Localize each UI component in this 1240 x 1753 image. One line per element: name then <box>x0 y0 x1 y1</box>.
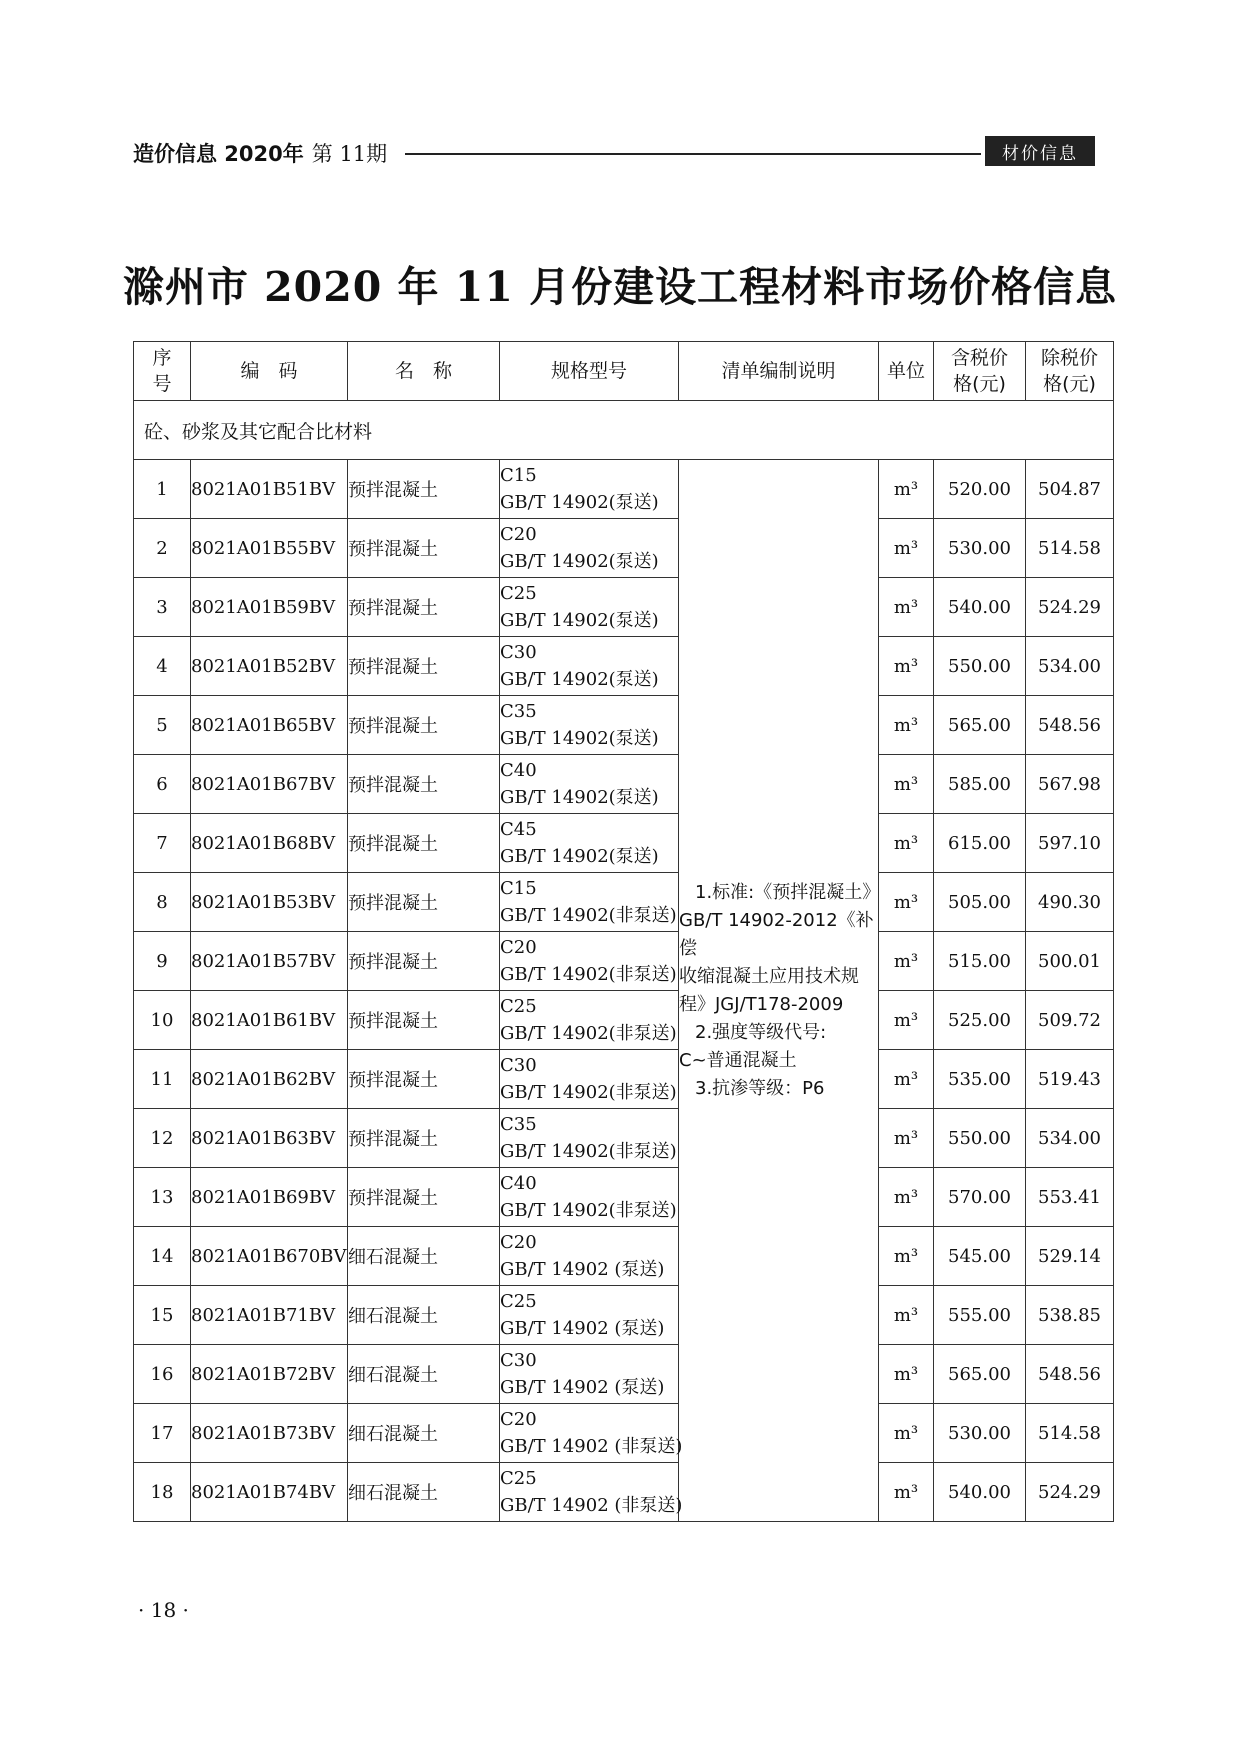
row-unit: m³ <box>879 755 934 814</box>
row-price-incl-tax: 540.00 <box>934 1463 1026 1522</box>
row-price-incl-tax: 550.00 <box>934 1109 1026 1168</box>
row-code: 8021A01B61BV <box>191 991 348 1050</box>
row-spec2: GB/T 14902 (泵送) <box>500 1377 665 1398</box>
row-number: 17 <box>134 1404 191 1463</box>
row-unit: m³ <box>879 519 934 578</box>
table-row <box>134 991 1114 1050</box>
table-row <box>134 1286 1114 1345</box>
table-row <box>134 1109 1114 1168</box>
row-spec2: GB/T 14902(泵送) <box>500 728 659 749</box>
row-code: 8021A01B74BV <box>191 1463 348 1522</box>
row-code: 8021A01B72BV <box>191 1345 348 1404</box>
row-name: 细石混凝土 <box>348 1286 500 1345</box>
col-header-no-line2: 号 <box>152 373 172 395</box>
row-price-excl-tax: 514.58 <box>1026 519 1114 578</box>
row-unit: m³ <box>879 1227 934 1286</box>
row-code: 8021A01B63BV <box>191 1109 348 1168</box>
description-line: 1.标准:《预拌混凝土》 <box>695 881 881 903</box>
col-header-exc <box>1026 342 1114 401</box>
row-spec <box>500 578 679 637</box>
row-number: 14 <box>134 1227 191 1286</box>
row-unit: m³ <box>879 460 934 519</box>
table-header-row <box>134 342 1114 401</box>
row-spec2: GB/T 14902(非泵送) <box>500 1023 677 1044</box>
row-unit: m³ <box>879 637 934 696</box>
row-number: 2 <box>134 519 191 578</box>
row-spec2: GB/T 14902 (非泵送) <box>500 1436 683 1457</box>
row-spec <box>500 814 679 873</box>
row-price-incl-tax: 505.00 <box>934 873 1026 932</box>
row-price-incl-tax: 570.00 <box>934 1168 1026 1227</box>
col-header-inc <box>934 342 1026 401</box>
row-spec2: GB/T 14902 (泵送) <box>500 1259 665 1280</box>
row-price-incl-tax: 540.00 <box>934 578 1026 637</box>
header-issue: 第 11期 <box>311 142 388 166</box>
row-name: 预拌混凝土 <box>348 755 500 814</box>
row-name: 细石混凝土 <box>348 1463 500 1522</box>
section-row <box>134 401 1114 460</box>
description-line: C~普通混凝土 <box>679 1049 797 1071</box>
row-name: 预拌混凝土 <box>348 991 500 1050</box>
row-price-incl-tax: 565.00 <box>934 696 1026 755</box>
row-price-excl-tax: 509.72 <box>1026 991 1114 1050</box>
row-spec2: GB/T 14902(泵送) <box>500 787 659 808</box>
listing-description <box>679 460 879 1522</box>
row-price-incl-tax: 585.00 <box>934 755 1026 814</box>
col-header-exc-line1: 除税价 <box>1040 347 1098 369</box>
col-header-code: 编 码 <box>191 342 348 401</box>
row-spec <box>500 1286 679 1345</box>
row-price-incl-tax: 545.00 <box>934 1227 1026 1286</box>
row-spec <box>500 1463 683 1522</box>
row-spec1: C20 <box>500 1409 537 1430</box>
description-line: 程》JGJ/T178-2009 <box>679 993 844 1015</box>
row-spec1: C15 <box>500 465 537 486</box>
row-name: 预拌混凝土 <box>348 873 500 932</box>
row-price-excl-tax: 548.56 <box>1026 696 1114 755</box>
row-price-excl-tax: 519.43 <box>1026 1050 1114 1109</box>
row-spec <box>500 1050 679 1109</box>
row-price-excl-tax: 529.14 <box>1026 1227 1114 1286</box>
row-code: 8021A01B73BV <box>191 1404 348 1463</box>
description-line: GB/T 14902-2012《补偿 <box>679 909 874 959</box>
table-row <box>134 932 1114 991</box>
row-price-incl-tax: 565.00 <box>934 1345 1026 1404</box>
table-row <box>134 814 1114 873</box>
row-unit: m³ <box>879 1345 934 1404</box>
row-name: 预拌混凝土 <box>348 1109 500 1168</box>
row-number: 16 <box>134 1345 191 1404</box>
row-spec <box>500 1345 679 1404</box>
header-left <box>133 138 387 168</box>
row-spec2: GB/T 14902(非泵送) <box>500 1200 677 1221</box>
row-spec <box>500 1109 679 1168</box>
row-name: 预拌混凝土 <box>348 637 500 696</box>
row-price-excl-tax: 567.98 <box>1026 755 1114 814</box>
row-unit: m³ <box>879 1109 934 1168</box>
row-spec1: C30 <box>500 1350 537 1371</box>
description-line: 收缩混凝土应用技术规 <box>679 965 859 987</box>
row-spec2: GB/T 14902(非泵送) <box>500 1141 677 1162</box>
section-label: 砼、砂浆及其它配合比材料 <box>134 401 1114 460</box>
row-spec <box>500 696 679 755</box>
price-table <box>133 341 1114 1522</box>
row-price-excl-tax: 538.85 <box>1026 1286 1114 1345</box>
row-unit: m³ <box>879 932 934 991</box>
row-spec1: C30 <box>500 642 537 663</box>
table-row <box>134 1050 1114 1109</box>
row-spec1: C35 <box>500 701 537 722</box>
row-unit: m³ <box>879 1168 934 1227</box>
row-spec2: GB/T 14902(非泵送) <box>500 964 677 985</box>
row-spec1: C20 <box>500 937 537 958</box>
row-unit: m³ <box>879 1404 934 1463</box>
row-price-incl-tax: 515.00 <box>934 932 1026 991</box>
row-name: 预拌混凝土 <box>348 519 500 578</box>
row-unit: m³ <box>879 991 934 1050</box>
row-spec <box>500 991 679 1050</box>
row-number: 1 <box>134 460 191 519</box>
row-code: 8021A01B71BV <box>191 1286 348 1345</box>
row-price-incl-tax: 525.00 <box>934 991 1026 1050</box>
row-code: 8021A01B69BV <box>191 1168 348 1227</box>
table-row <box>134 519 1114 578</box>
description-line: 2.强度等级代号: <box>695 1021 827 1043</box>
row-unit: m³ <box>879 873 934 932</box>
row-spec1: C25 <box>500 1291 537 1312</box>
row-price-incl-tax: 530.00 <box>934 519 1026 578</box>
row-price-excl-tax: 504.87 <box>1026 460 1114 519</box>
table-row <box>134 578 1114 637</box>
row-code: 8021A01B55BV <box>191 519 348 578</box>
row-number: 18 <box>134 1463 191 1522</box>
row-spec1: C35 <box>500 1114 537 1135</box>
table-row <box>134 755 1114 814</box>
col-header-inc-line1: 含税价 <box>950 347 1008 369</box>
row-number: 12 <box>134 1109 191 1168</box>
row-spec1: C40 <box>500 1173 537 1194</box>
row-code: 8021A01B65BV <box>191 696 348 755</box>
table-row <box>134 696 1114 755</box>
row-name: 预拌混凝土 <box>348 814 500 873</box>
row-number: 6 <box>134 755 191 814</box>
row-price-excl-tax: 524.29 <box>1026 1463 1114 1522</box>
row-price-incl-tax: 535.00 <box>934 1050 1026 1109</box>
row-number: 5 <box>134 696 191 755</box>
row-spec <box>500 1404 683 1463</box>
row-spec2: GB/T 14902(泵送) <box>500 610 659 631</box>
table-row <box>134 637 1114 696</box>
col-header-inc-line2: 格(元) <box>953 373 1006 395</box>
table-row <box>134 460 1114 519</box>
row-number: 8 <box>134 873 191 932</box>
row-number: 3 <box>134 578 191 637</box>
row-price-incl-tax: 520.00 <box>934 460 1026 519</box>
row-price-excl-tax: 553.41 <box>1026 1168 1114 1227</box>
row-price-excl-tax: 500.01 <box>1026 932 1114 991</box>
row-spec1: C30 <box>500 1055 537 1076</box>
row-unit: m³ <box>879 578 934 637</box>
row-unit: m³ <box>879 696 934 755</box>
row-code: 8021A01B67BV <box>191 755 348 814</box>
row-price-excl-tax: 514.58 <box>1026 1404 1114 1463</box>
row-name: 预拌混凝土 <box>348 932 500 991</box>
row-code: 8021A01B62BV <box>191 1050 348 1109</box>
row-spec2: GB/T 14902(泵送) <box>500 846 659 867</box>
table-row <box>134 1463 1114 1522</box>
col-header-unit: 单位 <box>879 342 934 401</box>
row-spec <box>500 873 679 932</box>
row-spec <box>500 637 679 696</box>
row-price-excl-tax: 597.10 <box>1026 814 1114 873</box>
table-row <box>134 1227 1114 1286</box>
header-rule <box>405 153 981 155</box>
row-unit: m³ <box>879 814 934 873</box>
row-price-excl-tax: 548.56 <box>1026 1345 1114 1404</box>
row-code: 8021A01B52BV <box>191 637 348 696</box>
row-spec <box>500 460 679 519</box>
row-spec1: C25 <box>500 1468 537 1489</box>
row-name: 预拌混凝土 <box>348 460 500 519</box>
row-name: 细石混凝土 <box>348 1227 500 1286</box>
row-spec1: C40 <box>500 760 537 781</box>
table-row <box>134 1345 1114 1404</box>
row-number: 13 <box>134 1168 191 1227</box>
row-code: 8021A01B68BV <box>191 814 348 873</box>
page-title: 滁州市 2020 年 11 月份建设工程材料市场价格信息 <box>122 263 1118 311</box>
page-number: · 18 · <box>138 1598 189 1622</box>
table-row <box>134 1404 1114 1463</box>
row-spec1: C15 <box>500 878 537 899</box>
col-header-spec: 规格型号 <box>500 342 679 401</box>
row-spec2: GB/T 14902(泵送) <box>500 551 659 572</box>
running-header <box>133 136 1095 170</box>
row-price-excl-tax: 524.29 <box>1026 578 1114 637</box>
row-spec <box>500 1227 679 1286</box>
row-spec2: GB/T 14902 (泵送) <box>500 1318 665 1339</box>
row-name: 预拌混凝土 <box>348 1050 500 1109</box>
col-header-no-line1: 序 <box>152 347 172 369</box>
row-number: 4 <box>134 637 191 696</box>
row-price-incl-tax: 615.00 <box>934 814 1026 873</box>
row-price-incl-tax: 550.00 <box>934 637 1026 696</box>
row-spec2: GB/T 14902(非泵送) <box>500 905 677 926</box>
row-name: 预拌混凝土 <box>348 578 500 637</box>
section-badge: 材价信息 <box>985 136 1095 166</box>
row-spec <box>500 755 679 814</box>
row-code: 8021A01B670BV <box>191 1227 348 1286</box>
row-spec2: GB/T 14902(泵送) <box>500 669 659 690</box>
row-spec1: C25 <box>500 583 537 604</box>
description-line: 3.抗渗等级：P6 <box>695 1077 825 1099</box>
row-name: 预拌混凝土 <box>348 696 500 755</box>
col-header-exc-line2: 格(元) <box>1043 373 1096 395</box>
row-spec1: C20 <box>500 1232 537 1253</box>
row-unit: m³ <box>879 1463 934 1522</box>
row-price-incl-tax: 555.00 <box>934 1286 1026 1345</box>
row-spec1: C45 <box>500 819 537 840</box>
table-row <box>134 1168 1114 1227</box>
row-number: 7 <box>134 814 191 873</box>
row-spec1: C25 <box>500 996 537 1017</box>
row-name: 细石混凝土 <box>348 1345 500 1404</box>
row-name: 细石混凝土 <box>348 1404 500 1463</box>
row-name: 预拌混凝土 <box>348 1168 500 1227</box>
row-spec2: GB/T 14902 (非泵送) <box>500 1495 683 1516</box>
row-spec2: GB/T 14902(泵送) <box>500 492 659 513</box>
row-number: 10 <box>134 991 191 1050</box>
row-spec <box>500 519 679 578</box>
row-spec <box>500 932 679 991</box>
col-header-name: 名 称 <box>348 342 500 401</box>
col-header-desc: 清单编制说明 <box>679 342 879 401</box>
row-spec <box>500 1168 679 1227</box>
header-brand: 造价信息 2020年 <box>133 142 304 166</box>
row-number: 11 <box>134 1050 191 1109</box>
row-code: 8021A01B59BV <box>191 578 348 637</box>
row-number: 15 <box>134 1286 191 1345</box>
col-header-no <box>134 342 191 401</box>
row-price-excl-tax: 490.30 <box>1026 873 1114 932</box>
row-price-incl-tax: 530.00 <box>934 1404 1026 1463</box>
row-spec2: GB/T 14902(非泵送) <box>500 1082 677 1103</box>
row-price-excl-tax: 534.00 <box>1026 637 1114 696</box>
row-code: 8021A01B51BV <box>191 460 348 519</box>
row-unit: m³ <box>879 1286 934 1345</box>
table-row <box>134 873 1114 932</box>
row-unit: m³ <box>879 1050 934 1109</box>
row-code: 8021A01B57BV <box>191 932 348 991</box>
row-price-excl-tax: 534.00 <box>1026 1109 1114 1168</box>
row-spec1: C20 <box>500 524 537 545</box>
row-number: 9 <box>134 932 191 991</box>
row-code: 8021A01B53BV <box>191 873 348 932</box>
